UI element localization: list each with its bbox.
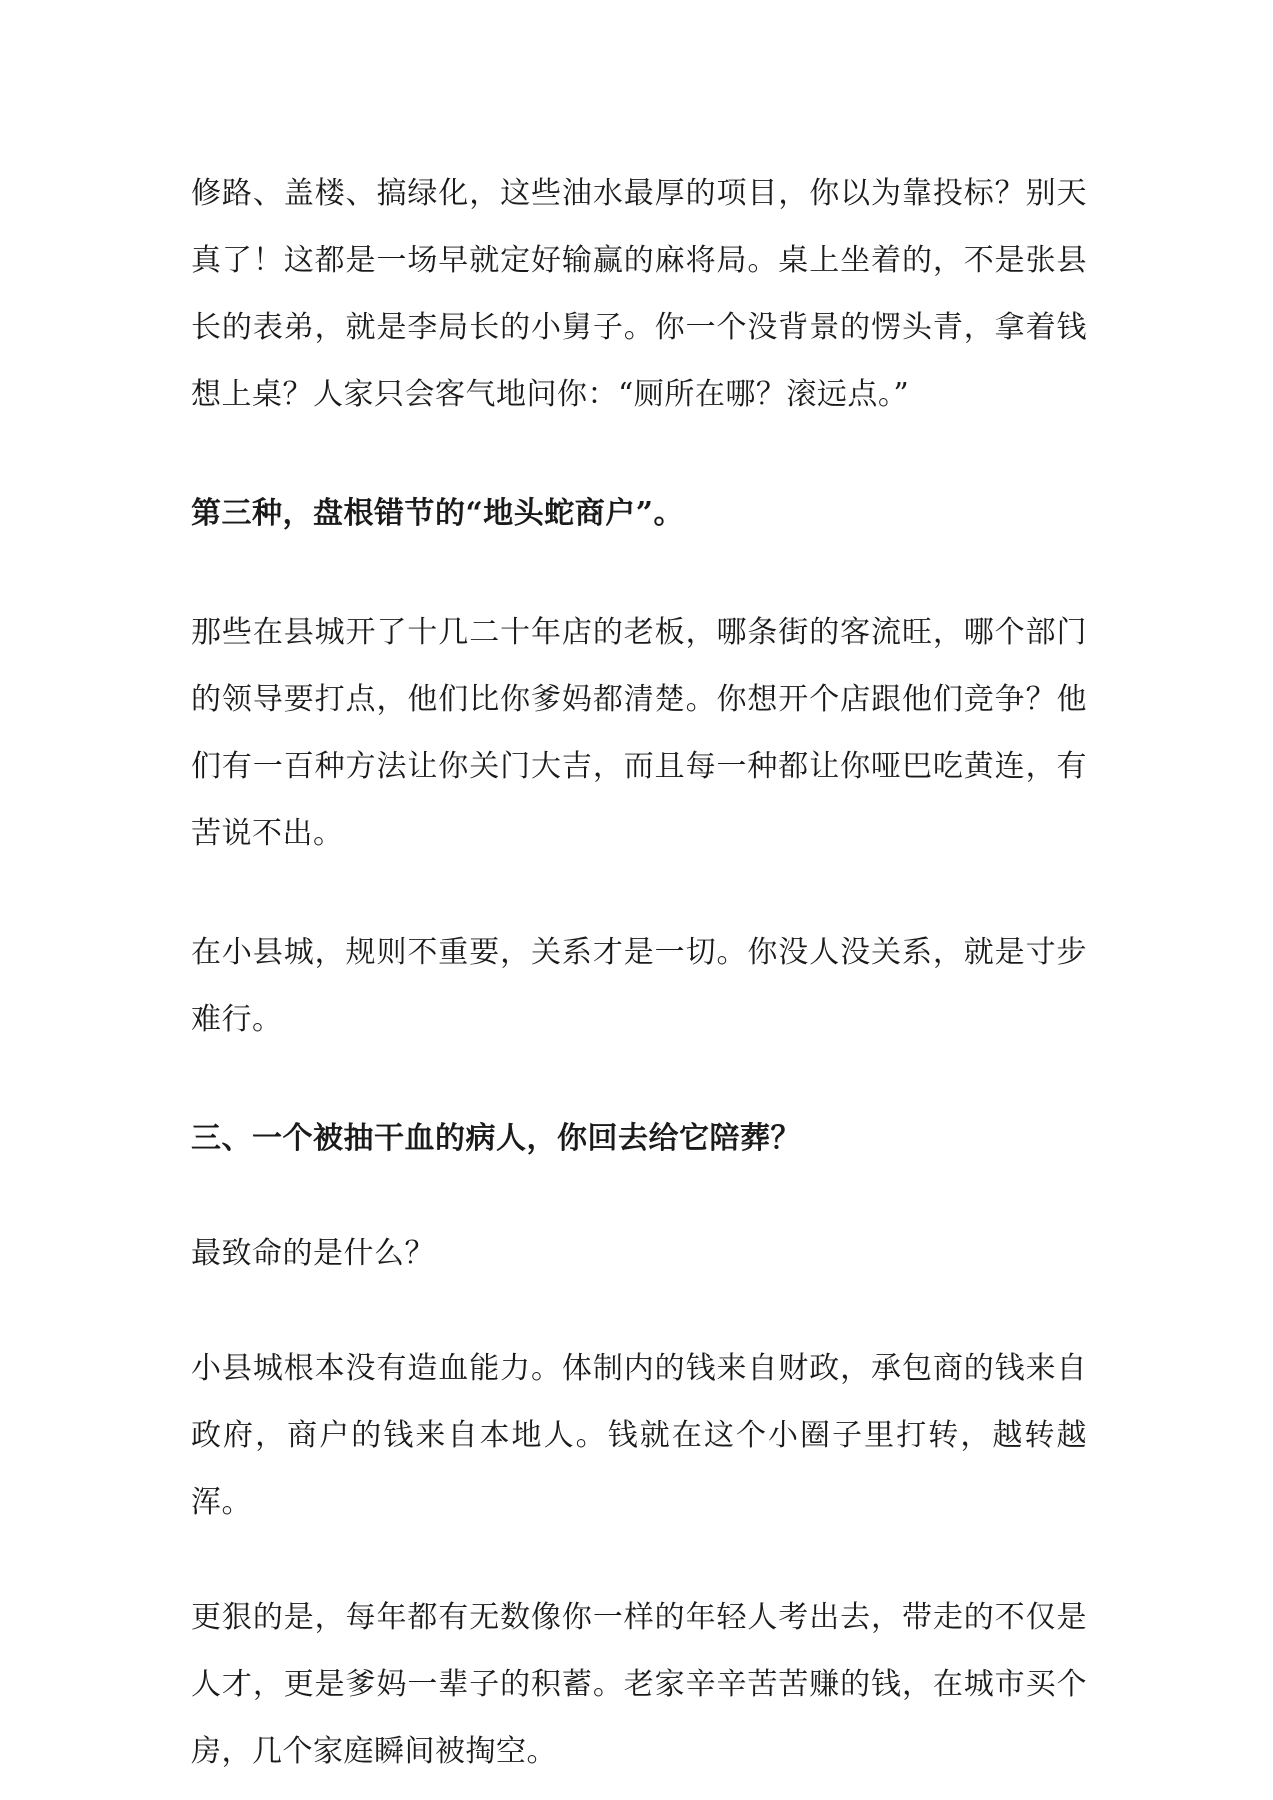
paragraph-projects: 修路、盖楼、搞绿化，这些油水最厚的项目，你以为靠投标？别天真了！这都是一场早就定好输赢的麻将局。桌上坐着的，不是张县长的表弟，就是李局长的小舅子。你一个没背景的愣头青，拿着钱想上桌？人家只会客气地问你：“厕所在哪？滚远点。” <box>191 176 1087 412</box>
section-heading-three: 三、一个被抽干血的病人，你回去给它陪葬？ <box>191 1121 801 1156</box>
document-page <box>191 160 1087 1785</box>
paragraph-relationships: 在小县城，规则不重要，关系才是一切。你没人没关系，就是寸步难行。 <box>191 935 1087 1037</box>
paragraph-question: 最致命的是什么？ <box>191 1236 435 1271</box>
paragraph-youth-leaving: 更狠的是，每年都有无数像你一样的年轻人考出去，带走的不仅是人才，更是爹妈一辈子的积蓄。老家辛辛苦苦赚的钱，在城市买个房，几个家庭瞬间被掏空。 <box>191 1600 1087 1769</box>
paragraph-no-blood: 小县城根本没有造血能力。体制内的钱来自财政，承包商的钱来自政府，商户的钱来自本地人。钱就在这个小圈子里打转，越转越浑。 <box>191 1351 1087 1520</box>
heading-third-type: 第三种，盘根错节的“地头蛇商户”。 <box>191 496 685 531</box>
paragraph-local-merchants: 那些在县城开了十几二十年店的老板，哪条街的客流旺，哪个部门的领导要打点，他们比你爹妈都清楚。你想开个店跟他们竞争？他们有一百种方法让你关门大吉，而且每一种都让你哑巴吃黄连，有苦说不出。 <box>191 615 1087 851</box>
